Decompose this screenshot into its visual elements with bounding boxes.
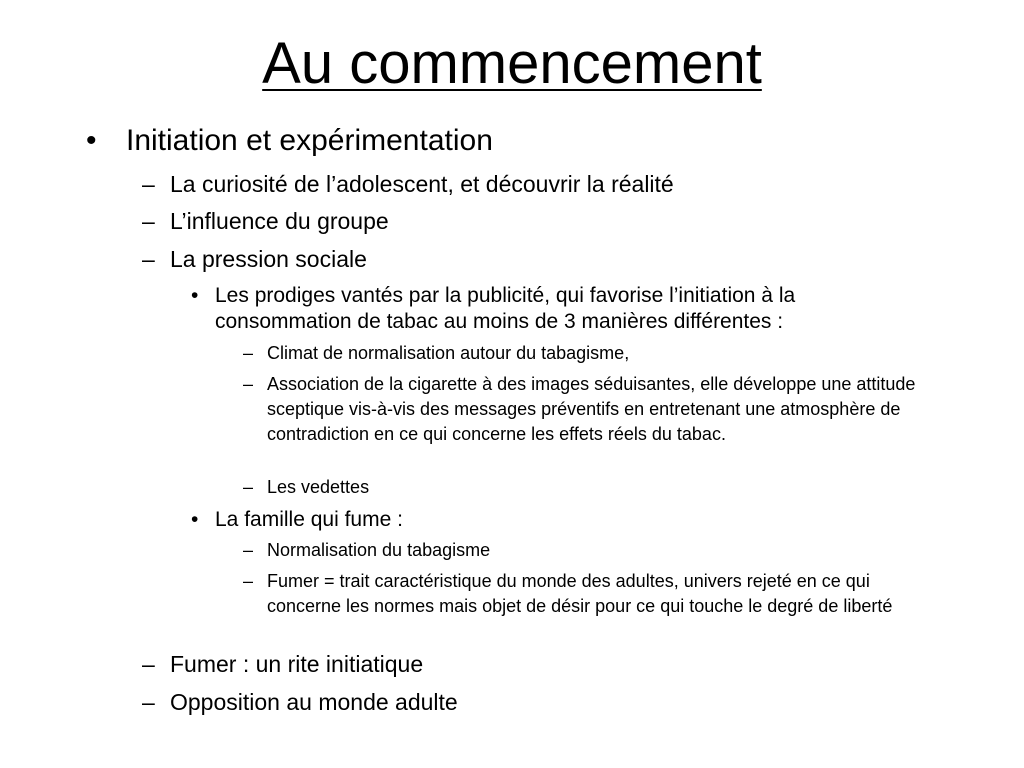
bullet-marker: • — [191, 284, 199, 307]
bullet-marker: • — [191, 508, 199, 531]
dash-text: La curiosité de l’adolescent, et découvrir la réalité — [170, 171, 674, 197]
bullet-text: Les prodiges vantés par la publicité, qui favorise l’initiation à la consommation de tabac au moins de 3 manières différentes : — [215, 284, 796, 333]
dash-item — [243, 538, 942, 563]
dash-marker: – — [142, 171, 155, 197]
dash-text: Association de la cigarette à des images séduisantes, elle développe une attitude sceptique vis-à-vis des messages préventifs en entretenant une atmosphère de contradiction en ce qui concerne les effets réels du tabac. — [267, 374, 916, 444]
dash-item — [243, 372, 942, 447]
dash-marker: – — [243, 477, 254, 497]
dash-item — [243, 569, 942, 619]
dash-text: Fumer : un rite initiatique — [170, 651, 424, 677]
dash-text: Les vedettes — [267, 477, 370, 497]
dash-marker: – — [142, 246, 155, 272]
dash-item — [243, 341, 942, 366]
dash-marker: – — [243, 374, 254, 394]
dash-marker: – — [243, 571, 254, 591]
dash-text: Opposition au monde adulte — [170, 689, 458, 715]
bullet-text: Initiation et expérimentation — [126, 124, 493, 157]
bullet-item — [86, 124, 493, 158]
bullet-marker: • — [86, 124, 97, 157]
bullet-item — [191, 507, 935, 533]
bullet-item — [191, 283, 935, 335]
dash-item — [142, 688, 458, 716]
dash-text: Climat de normalisation autour du tabagisme, — [267, 343, 630, 363]
dash-item — [142, 245, 367, 273]
dash-text: L’influence du groupe — [170, 208, 389, 234]
dash-marker: – — [243, 343, 254, 363]
dash-text: Normalisation du tabagisme — [267, 540, 491, 560]
dash-marker: – — [142, 689, 155, 715]
slide-title: Au commencement — [262, 31, 762, 96]
dash-marker: – — [243, 540, 254, 560]
dash-marker: – — [142, 208, 155, 234]
bullet-text: La famille qui fume : — [215, 508, 403, 531]
dash-item — [142, 650, 424, 678]
dash-item — [243, 475, 942, 500]
dash-text: La pression sociale — [170, 246, 367, 272]
dash-marker: – — [142, 651, 155, 677]
dash-item — [142, 207, 389, 235]
dash-item — [142, 170, 674, 198]
dash-text: Fumer = trait caractéristique du monde des adultes, univers rejeté en ce qui concerne les normes mais objet de désir pour ce qui touche le degré de liberté — [267, 571, 893, 616]
